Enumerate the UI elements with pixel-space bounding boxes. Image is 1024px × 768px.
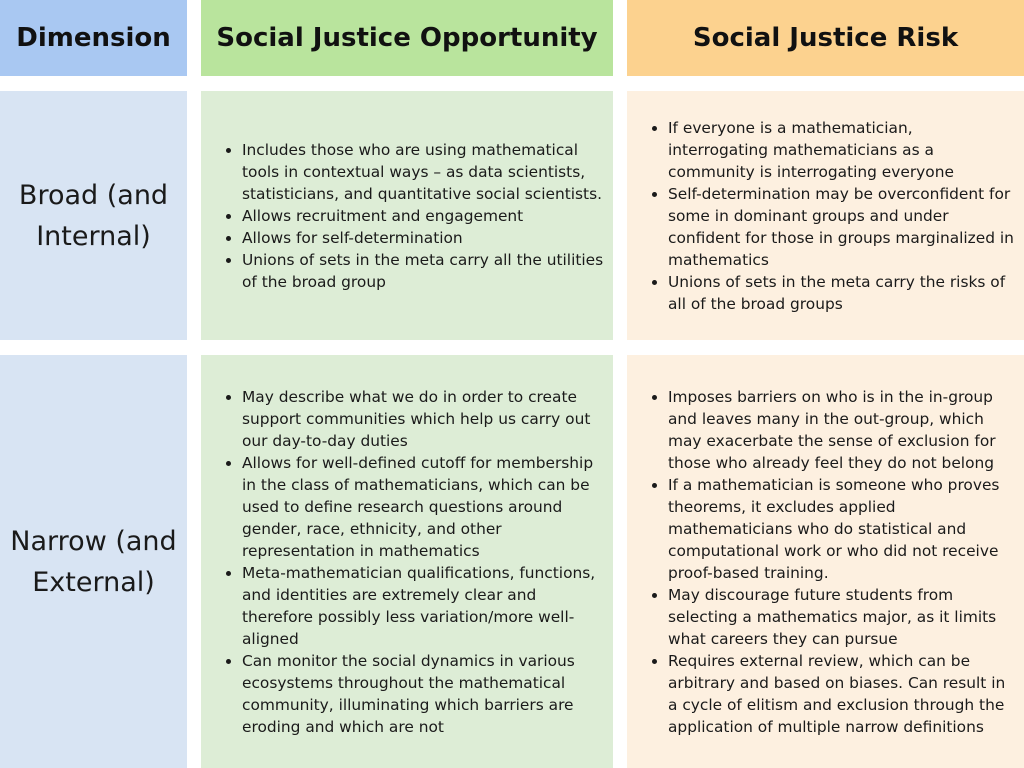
row-narrow-risk-list: [627, 386, 1024, 738]
list-item: • May describe what we do in order to create support communities which help us carry out our day-to-day duties: [242, 386, 605, 452]
row-broad-dimension-label: Broad (and Internal): [18, 179, 169, 252]
header-dimension-label: Dimension: [16, 23, 171, 53]
row-broad-risk-list: [627, 117, 1024, 315]
list-item: • If everyone is a mathematician, interrogating mathematicians as a community is interrogating everyone: [668, 117, 1016, 183]
list-item: • If a mathematician is someone who proves theorems, it excludes applied mathematicians who do statistical and computational work or who did not receive proof-based training.: [668, 474, 1016, 584]
row-broad-risks: [627, 91, 1024, 340]
row-narrow-opportunities: [201, 355, 613, 768]
list-item: • Requires external review, which can be arbitrary and based on biases. Can result in a cycle of elitism and exclusion through the application of multiple narrow definitions: [668, 650, 1016, 738]
row-narrow-risks: [627, 355, 1024, 768]
list-item: • Allows for well-defined cutoff for membership in the class of mathematicians, which can be used to define research questions around gender, race, ethnicity, and other representation in mathematics: [242, 452, 605, 562]
row-narrow-opportunity-list: [201, 386, 613, 738]
list-item: • Includes those who are using mathematical tools in contextual ways – as data scientists, statisticians, and quantitative social scientists.: [242, 139, 605, 205]
header-risk-label: Social Justice Risk: [692, 23, 959, 53]
list-item: • May discourage future students from selecting a mathematics major, as it limits what careers they can pursue: [668, 584, 1016, 650]
header-opportunity: [201, 0, 613, 76]
list-item: • Unions of sets in the meta carry the risks of all of the broad groups: [668, 271, 1016, 315]
list-item: • Imposes barriers on who is in the in-group and leaves many in the out-group, which may exacerbate the sense of exclusion for those who already feel they do not belong: [668, 386, 1016, 474]
header-risk: [627, 0, 1024, 76]
header-opportunity-label: Social Justice Opportunity: [216, 23, 598, 53]
list-item: • Self-determination may be overconfident for some in dominant groups and under confident for those in groups marginalized in mathematics: [668, 183, 1016, 271]
row-narrow-dimension: [0, 355, 187, 768]
list-item: • Allows recruitment and engagement: [242, 205, 605, 227]
row-broad-opportunity-list: [201, 139, 613, 293]
list-item: • Meta-mathematician qualifications, functions, and identities are extremely clear and therefore possibly less variation/more well-aligned: [242, 562, 605, 650]
row-narrow-dimension-label: Narrow (and External): [10, 525, 177, 598]
header-dimension: [0, 0, 187, 76]
list-item: • Unions of sets in the meta carry all the utilities of the broad group: [242, 249, 605, 293]
row-broad-opportunities: [201, 91, 613, 340]
list-item: • Allows for self-determination: [242, 227, 605, 249]
list-item: • Can monitor the social dynamics in various ecosystems throughout the mathematical community, illuminating which barriers are eroding and which are not: [242, 650, 605, 738]
row-broad-dimension: [0, 91, 187, 340]
